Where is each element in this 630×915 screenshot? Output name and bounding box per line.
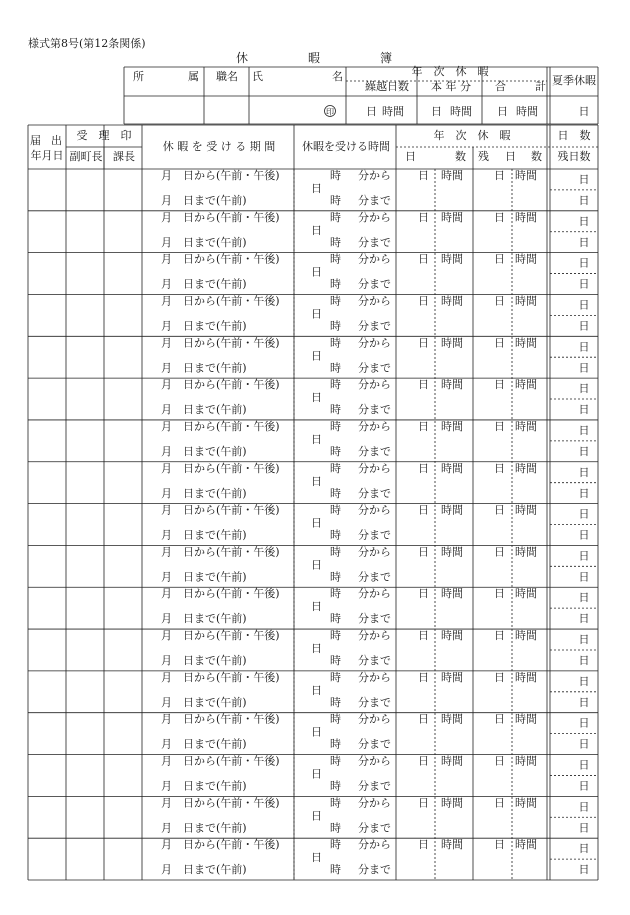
leave-days-day-text: 日 <box>418 503 429 517</box>
leave-days-day-text: 日 <box>418 838 429 852</box>
carryover-label: 繰越日数 <box>365 80 409 93</box>
seal-mark: 印 <box>326 107 334 117</box>
remaining-day-text: 日 <box>494 545 505 559</box>
period-day-text: 日 <box>311 767 322 781</box>
remaining-day-text: 日 <box>494 336 505 350</box>
period-day-text: 日 <box>311 683 322 697</box>
carryover-day: 日 <box>366 105 377 118</box>
period-day-text: 日 <box>311 725 322 739</box>
remaining-day-text: 日 <box>494 378 505 392</box>
hours-from-minute-text: 分から <box>358 629 391 643</box>
remaining-hour-text: 時間 <box>515 545 537 559</box>
leave-days-hour-text: 時間 <box>441 252 463 266</box>
hours-from-minute-text: 分から <box>358 503 391 517</box>
summer-remaining-text: 日 <box>578 528 590 542</box>
period-from-text: 月 日から(午前・午後) <box>161 252 280 266</box>
remaining-hour-text: 時間 <box>515 294 537 308</box>
period-from-text: 月 日から(午前・午後) <box>161 712 280 726</box>
remaining-day-text: 日 <box>494 461 505 475</box>
leave-days-hour-text: 時間 <box>441 294 463 308</box>
summer-days-text: 日 <box>578 382 590 396</box>
summer-remaining-text: 日 <box>578 695 590 709</box>
remaining-day-text: 日 <box>494 587 505 601</box>
remaining-hour-text: 時間 <box>515 461 537 475</box>
remaining-hour-text: 時間 <box>515 754 537 768</box>
leave-days-day-text: 日 <box>418 169 429 182</box>
remaining-label-1: 残 <box>478 150 489 163</box>
summer-days-text: 日 <box>578 340 590 354</box>
summer-days-text: 日 <box>578 507 590 521</box>
hours-to-hour-text: 時 <box>330 863 341 877</box>
period-day-text: 日 <box>311 182 322 195</box>
period-from-text: 月 日から(午前・午後) <box>161 419 280 433</box>
leave-days-hour-text: 時間 <box>441 754 463 768</box>
remaining-hour-text: 時間 <box>515 629 537 643</box>
leave-days-day-text: 日 <box>418 252 429 266</box>
leave-days-hour-text: 時間 <box>441 419 463 433</box>
summer-remaining-text: 日 <box>578 235 590 249</box>
leave-days-hour-text: 時間 <box>441 670 463 684</box>
period-from-text: 月 日から(午前・午後) <box>161 754 280 768</box>
hours-to-hour-text: 時 <box>330 403 341 417</box>
period-header: 休 暇 を 受 け る 期 間 <box>162 140 276 153</box>
hours-from-hour-text: 時 <box>330 545 341 559</box>
remaining-day-text: 日 <box>494 838 505 852</box>
summer-remaining-text: 日 <box>578 821 590 835</box>
period-from-text: 月 日から(午前・午後) <box>161 503 280 517</box>
period-from-text: 月 日から(午前・午後) <box>161 336 280 350</box>
hours-to-hour-text: 時 <box>330 821 341 835</box>
remaining-hour-text: 時間 <box>515 712 537 726</box>
hours-to-minute-text: 分まで <box>358 235 391 249</box>
hours-from-hour-text: 時 <box>330 378 341 392</box>
leave-days-day-text: 日 <box>418 336 429 350</box>
summer-days-text: 日 <box>578 591 590 605</box>
remaining-days-header: 残日数 <box>557 150 591 163</box>
leave-days-day-text: 日 <box>418 587 429 601</box>
period-day-text: 日 <box>311 851 322 865</box>
hours-from-hour-text: 時 <box>330 587 341 601</box>
hours-from-hour-text: 時 <box>330 838 341 852</box>
remaining-day-text: 日 <box>494 670 505 684</box>
name-label-2: 名 <box>332 70 343 83</box>
summer-days-text: 日 <box>578 423 590 437</box>
period-day-text: 日 <box>311 307 322 321</box>
form-title-char-2: 暇 <box>308 51 321 65</box>
summer-days-text: 日 <box>578 173 590 186</box>
leave-days-day-text: 日 <box>418 419 429 433</box>
hours-to-minute-text: 分まで <box>358 528 391 542</box>
period-from-text: 月 日から(午前・午後) <box>161 670 280 684</box>
annual-leave-header: 年 次 休 暇 <box>433 129 511 142</box>
remaining-day-text: 日 <box>494 294 505 308</box>
hours-from-minute-text: 分から <box>358 587 391 601</box>
remaining-hour-text: 時間 <box>515 419 537 433</box>
period-day-text: 日 <box>311 265 322 279</box>
period-to-text: 月 日まで(午前) <box>161 863 247 877</box>
period-day-text: 日 <box>311 558 322 572</box>
hours-from-hour-text: 時 <box>330 169 341 182</box>
hours-to-hour-text: 時 <box>330 779 341 793</box>
period-day-text: 日 <box>311 391 322 405</box>
summer-remaining-text: 日 <box>578 863 590 877</box>
period-day-text: 日 <box>311 642 322 656</box>
remaining-hour-text: 時間 <box>515 336 537 350</box>
hours-to-hour-text: 時 <box>330 486 341 500</box>
total-label-1: 合 <box>495 80 506 93</box>
remaining-hour-text: 時間 <box>515 838 537 852</box>
period-to-text: 月 日まで(午前) <box>161 654 247 668</box>
hours-from-hour-text: 時 <box>330 670 341 684</box>
hours-from-minute-text: 分から <box>358 670 391 684</box>
summer-days-text: 日 <box>578 256 590 270</box>
summer-remaining-text: 日 <box>578 654 590 668</box>
hours-to-minute-text: 分まで <box>358 612 391 626</box>
remaining-hour-text: 時間 <box>515 670 537 684</box>
summer-days-text: 日 <box>578 842 590 856</box>
leave-days-hour-text: 時間 <box>441 336 463 350</box>
summer-remaining-text: 日 <box>578 570 590 584</box>
total-hour: 時間 <box>516 105 538 118</box>
hours-from-minute-text: 分から <box>358 336 391 350</box>
leave-days-day-text: 日 <box>418 712 429 726</box>
this-year-hour: 時間 <box>450 105 472 118</box>
period-from-text: 月 日から(午前・午後) <box>161 545 280 559</box>
hours-from-hour-text: 時 <box>330 754 341 768</box>
summer-days-text: 日 <box>578 674 590 688</box>
hours-from-minute-text: 分から <box>358 169 391 182</box>
carryover-hour: 時間 <box>382 105 404 118</box>
hours-from-hour-text: 時 <box>330 419 341 433</box>
summer-remaining-text: 日 <box>578 403 590 417</box>
remaining-day-text: 日 <box>494 210 505 224</box>
leave-days-hour-text: 時間 <box>441 169 463 182</box>
leave-days-hour-text: 時間 <box>441 545 463 559</box>
annual-leave-label: 年 次 休 暇 <box>411 65 489 78</box>
summer-remaining-text: 日 <box>578 737 590 751</box>
leave-days-hour-text: 時間 <box>441 796 463 810</box>
hours-to-minute-text: 分まで <box>358 444 391 458</box>
remaining-day-text: 日 <box>494 629 505 643</box>
hours-to-minute-text: 分まで <box>358 403 391 417</box>
hours-from-hour-text: 時 <box>330 503 341 517</box>
hours-to-minute-text: 分まで <box>358 779 391 793</box>
hours-to-minute-text: 分まで <box>358 194 391 207</box>
hours-to-hour-text: 時 <box>330 654 341 668</box>
period-from-text: 月 日から(午前・午後) <box>161 210 280 224</box>
deputy-mayor-label: 副町長 <box>69 150 103 163</box>
leave-days-day-text: 日 <box>418 210 429 224</box>
hours-from-minute-text: 分から <box>358 252 391 266</box>
period-day-text: 日 <box>311 600 322 614</box>
period-from-text: 月 日から(午前・午後) <box>161 461 280 475</box>
hours-to-minute-text: 分まで <box>358 277 391 291</box>
name-label-1: 氏 <box>252 70 263 83</box>
remaining-day-text: 日 <box>494 419 505 433</box>
hours-to-minute-text: 分まで <box>358 361 391 375</box>
remaining-label-3: 数 <box>531 150 542 163</box>
summer-remaining-text: 日 <box>578 444 590 458</box>
hours-to-hour-text: 時 <box>330 194 341 207</box>
leave-days-day-text: 日 <box>418 461 429 475</box>
period-to-text: 月 日まで(午前) <box>161 444 247 458</box>
hours-to-hour-text: 時 <box>330 277 341 291</box>
days-label-1: 日 <box>405 150 416 163</box>
remaining-hour-text: 時間 <box>515 378 537 392</box>
leave-days-day-text: 日 <box>418 294 429 308</box>
remaining-hour-text: 時間 <box>515 587 537 601</box>
summer-days-text: 日 <box>578 214 590 228</box>
leave-days-hour-text: 時間 <box>441 503 463 517</box>
summer-days-text: 日 <box>578 298 590 312</box>
hours-from-minute-text: 分から <box>358 545 391 559</box>
remaining-day-text: 日 <box>494 712 505 726</box>
filed-label-1: 届 <box>30 134 41 147</box>
period-day-text: 日 <box>311 349 322 363</box>
summer-remaining-text: 日 <box>578 277 590 291</box>
hours-to-hour-text: 時 <box>330 695 341 709</box>
period-to-text: 月 日まで(午前) <box>161 612 247 626</box>
summer-remaining-text: 日 <box>578 612 590 626</box>
hours-from-hour-text: 時 <box>330 796 341 810</box>
hours-from-minute-text: 分から <box>358 796 391 810</box>
hours-from-hour-text: 時 <box>330 712 341 726</box>
period-to-text: 月 日まで(午前) <box>161 821 247 835</box>
summer-day: 日 <box>578 105 590 118</box>
summer-remaining-text: 日 <box>578 361 590 375</box>
leave-days-day-text: 日 <box>418 670 429 684</box>
total-label-2: 計 <box>535 80 546 93</box>
this-year-label: 本 年 分 <box>431 80 471 93</box>
summer-days-text: 日 <box>578 633 590 647</box>
hours-to-minute-text: 分まで <box>358 319 391 333</box>
hours-to-minute-text: 分まで <box>358 695 391 709</box>
hours-from-minute-text: 分から <box>358 712 391 726</box>
period-to-text: 月 日まで(午前) <box>161 570 247 584</box>
leave-days-hour-text: 時間 <box>441 587 463 601</box>
period-from-text: 月 日から(午前・午後) <box>161 294 280 308</box>
remaining-day-text: 日 <box>494 796 505 810</box>
remaining-day-text: 日 <box>494 754 505 768</box>
summer-days-text: 日 <box>578 465 590 479</box>
hours-to-minute-text: 分まで <box>358 821 391 835</box>
summer-remaining-text: 日 <box>578 319 590 333</box>
hours-to-hour-text: 時 <box>330 235 341 249</box>
hours-from-hour-text: 時 <box>330 461 341 475</box>
leave-days-hour-text: 時間 <box>441 378 463 392</box>
leave-days-hour-text: 時間 <box>441 461 463 475</box>
period-day-text: 日 <box>311 223 322 237</box>
period-from-text: 月 日から(午前・午後) <box>161 378 280 392</box>
remaining-label-2: 日 <box>505 150 516 163</box>
remaining-hour-text: 時間 <box>515 210 537 224</box>
stamp-label: 受 理 印 <box>76 129 132 142</box>
remaining-day-text: 日 <box>494 503 505 517</box>
summer-days-text: 日 <box>578 800 590 814</box>
hours-to-hour-text: 時 <box>330 737 341 751</box>
affiliation-label-2: 属 <box>188 70 199 83</box>
hours-from-minute-text: 分から <box>358 754 391 768</box>
remaining-hour-text: 時間 <box>515 796 537 810</box>
period-from-text: 月 日から(午前・午後) <box>161 169 280 182</box>
summer-remaining-text: 日 <box>578 486 590 500</box>
hours-to-hour-text: 時 <box>330 528 341 542</box>
hours-from-hour-text: 時 <box>330 294 341 308</box>
leave-days-day-text: 日 <box>418 796 429 810</box>
form-title-char-3: 簿 <box>380 51 393 65</box>
period-to-text: 月 日まで(午前) <box>161 235 247 249</box>
affiliation-label-1: 所 <box>133 70 144 83</box>
period-to-text: 月 日まで(午前) <box>161 695 247 709</box>
hours-from-minute-text: 分から <box>358 419 391 433</box>
leave-days-day-text: 日 <box>418 754 429 768</box>
leave-days-hour-text: 時間 <box>441 210 463 224</box>
position-label: 職名 <box>216 70 238 83</box>
summer-days-text: 日 <box>578 716 590 730</box>
summer-remaining-text: 日 <box>578 779 590 793</box>
hours-from-hour-text: 時 <box>330 336 341 350</box>
hours-from-hour-text: 時 <box>330 629 341 643</box>
days-label-2: 数 <box>455 150 466 163</box>
hours-from-hour-text: 時 <box>330 252 341 266</box>
period-day-text: 日 <box>311 474 322 488</box>
hours-to-minute-text: 分まで <box>358 570 391 584</box>
hours-to-hour-text: 時 <box>330 361 341 375</box>
hours-to-hour-text: 時 <box>330 319 341 333</box>
remaining-day-text: 日 <box>494 252 505 266</box>
period-from-text: 月 日から(午前・午後) <box>161 587 280 601</box>
remaining-day-text: 日 <box>494 169 505 182</box>
period-to-text: 月 日まで(午前) <box>161 486 247 500</box>
period-from-text: 月 日から(午前・午後) <box>161 838 280 852</box>
leave-days-day-text: 日 <box>418 545 429 559</box>
leave-days-hour-text: 時間 <box>441 712 463 726</box>
hours-to-hour-text: 時 <box>330 612 341 626</box>
period-to-text: 月 日まで(午前) <box>161 779 247 793</box>
hours-from-minute-text: 分から <box>358 294 391 308</box>
period-to-text: 月 日まで(午前) <box>161 528 247 542</box>
this-year-day: 日 <box>431 105 442 118</box>
filed-label-2: 出 <box>51 134 62 147</box>
hours-to-hour-text: 時 <box>330 444 341 458</box>
period-day-text: 日 <box>311 809 322 823</box>
form-title-char-1: 休 <box>236 51 249 65</box>
period-to-text: 月 日まで(午前) <box>161 361 247 375</box>
form-code: 様式第8号(第12条関係) <box>28 37 146 50</box>
hours-to-hour-text: 時 <box>330 570 341 584</box>
hours-to-minute-text: 分まで <box>358 654 391 668</box>
hours-from-minute-text: 分から <box>358 838 391 852</box>
remaining-hour-text: 時間 <box>515 169 537 182</box>
period-to-text: 月 日まで(午前) <box>161 737 247 751</box>
period-from-text: 月 日から(午前・午後) <box>161 629 280 643</box>
leave-days-day-text: 日 <box>418 378 429 392</box>
period-to-text: 月 日まで(午前) <box>161 319 247 333</box>
section-chief-label: 課長 <box>113 150 135 163</box>
hours-from-minute-text: 分から <box>358 378 391 392</box>
total-day: 日 <box>497 105 508 118</box>
period-from-text: 月 日から(午前・午後) <box>161 796 280 810</box>
days-header: 日 数 <box>557 129 591 142</box>
hours-to-minute-text: 分まで <box>358 737 391 751</box>
remaining-hour-text: 時間 <box>515 252 537 266</box>
leave-days-hour-text: 時間 <box>441 838 463 852</box>
hours-to-minute-text: 分まで <box>358 486 391 500</box>
summer-days-text: 日 <box>578 549 590 563</box>
hours-header: 休暇を受ける時間 <box>302 140 390 153</box>
period-to-text: 月 日まで(午前) <box>161 277 247 291</box>
summer-days-text: 日 <box>578 758 590 772</box>
summer-leave-label: 夏季休暇 <box>552 74 596 87</box>
period-day-text: 日 <box>311 432 322 446</box>
period-to-text: 月 日まで(午前) <box>161 403 247 417</box>
summer-remaining-text: 日 <box>578 194 590 207</box>
period-day-text: 日 <box>311 516 322 530</box>
period-to-text: 月 日まで(午前) <box>161 194 247 207</box>
leave-days-hour-text: 時間 <box>441 629 463 643</box>
hours-from-minute-text: 分から <box>358 461 391 475</box>
leave-days-day-text: 日 <box>418 629 429 643</box>
hours-to-minute-text: 分まで <box>358 863 391 877</box>
remaining-hour-text: 時間 <box>515 503 537 517</box>
filed-date-label: 年月日 <box>30 149 64 162</box>
hours-from-hour-text: 時 <box>330 210 341 224</box>
hours-from-minute-text: 分から <box>358 210 391 224</box>
